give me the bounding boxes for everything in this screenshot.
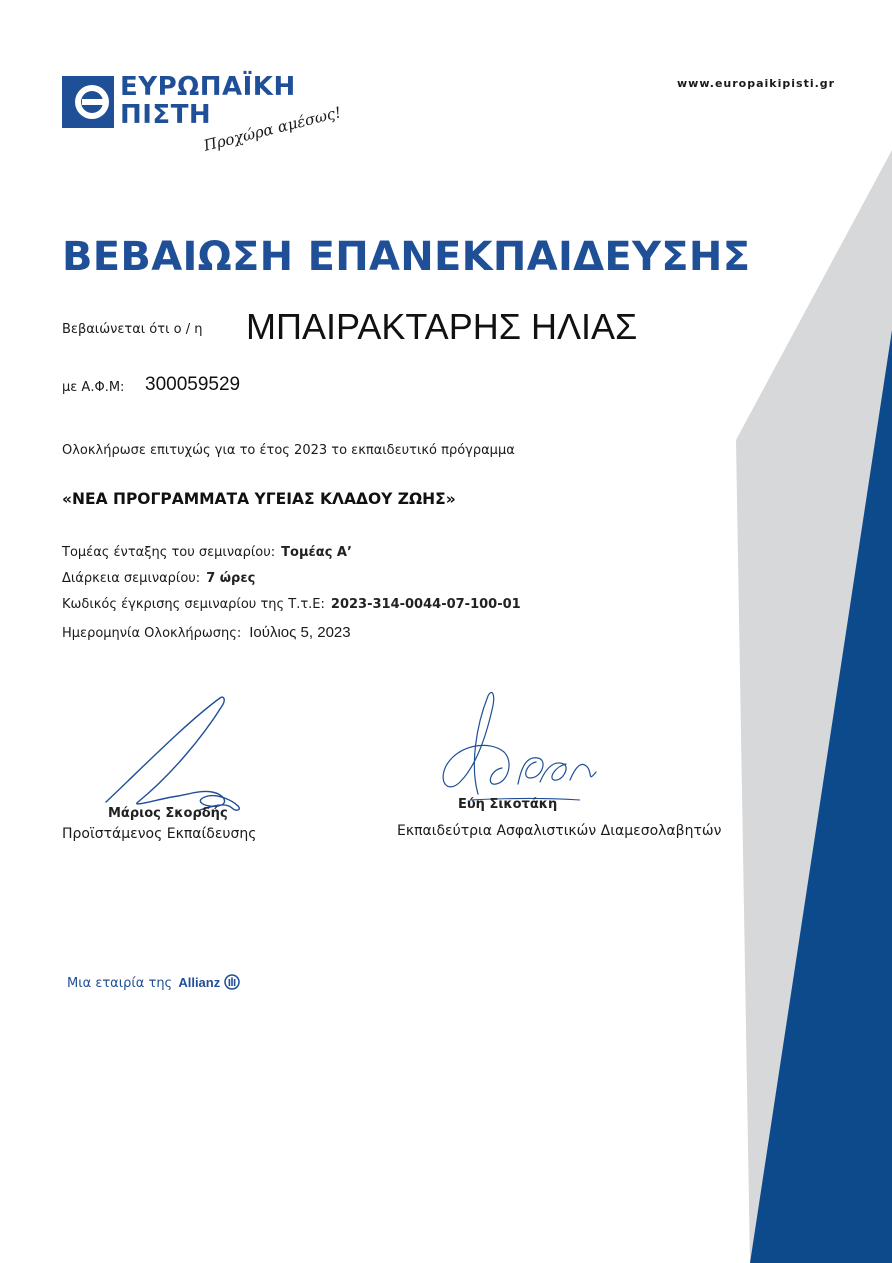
allianz-footer [67,974,240,991]
signature-1-mark [92,690,262,820]
page-title: ΒΕΒΑΙΩΣΗ ΕΠΑΝΕΚΠΑΙΔΕΥΣΗΣ [62,234,751,280]
signature-2-mark [430,686,610,806]
signature-2-name: Εύη Σικοτάκη [458,797,558,812]
sector-value: Τομέας Α’ [281,545,352,560]
allianz-eagle-icon [224,974,240,990]
logo-slogan: Προχώρα αμέσως! [201,103,343,155]
completion-text: Ολοκλήρωσε επιτυχώς για το έτος 2023 το εκπαιδευτικό πρόγραμμα [62,443,515,458]
allianz-prefix: Μια εταιρία της [67,976,173,991]
date-label: Ημερομηνία Ολοκλήρωσης: [62,626,242,641]
signature-1-name: Μάριος Σκορδής [108,806,228,821]
detail-duration [62,571,255,586]
signature-1-role: Προϊστάμενος Εκπαίδευσης [62,826,257,842]
program-title: «ΝΕΑ ΠΡΟΓΡΑΜΜΑΤΑ ΥΓΕΙΑΣ ΚΛΑΔΟΥ ΖΩΗΣ» [62,490,456,508]
date-value: Ιούλιος 5, 2023 [249,624,351,641]
code-value: 2023-314-0044-07-100-01 [330,597,521,612]
logo-line1: ΕΥΡΩΠΑΪΚΗ [120,72,296,102]
certify-label: Βεβαιώνεται ότι ο / η [62,322,203,337]
code-label: Κωδικός έγκρισης σεμιναρίου της Τ.τ.Ε: [62,597,325,612]
duration-label: Διάρκεια σεμιναρίου: [62,571,201,586]
signature-2-role: Εκπαιδεύτρια Ασφαλιστικών Διαμεσολαβητών [397,823,722,839]
logo-line2: ΠΙΣΤΗ [120,100,212,130]
allianz-brand: Allianz [178,975,221,990]
detail-date [62,624,351,641]
sector-label: Τομέας ένταξης του σεμιναρίου: [62,545,276,560]
detail-code [62,597,521,612]
detail-sector [62,545,352,560]
afm-value: 300059529 [145,374,241,395]
recipient-name: ΜΠΑΙΡΑΚΤΑΡΗΣ ΗΛΙΑΣ [246,306,638,347]
company-logo [62,72,342,172]
website-link[interactable]: www.europaikipisti.gr [677,77,836,90]
logo-mark-icon [62,76,114,128]
duration-value: 7 ώρες [206,571,256,586]
afm-label: με Α.Φ.Μ: [62,380,125,395]
